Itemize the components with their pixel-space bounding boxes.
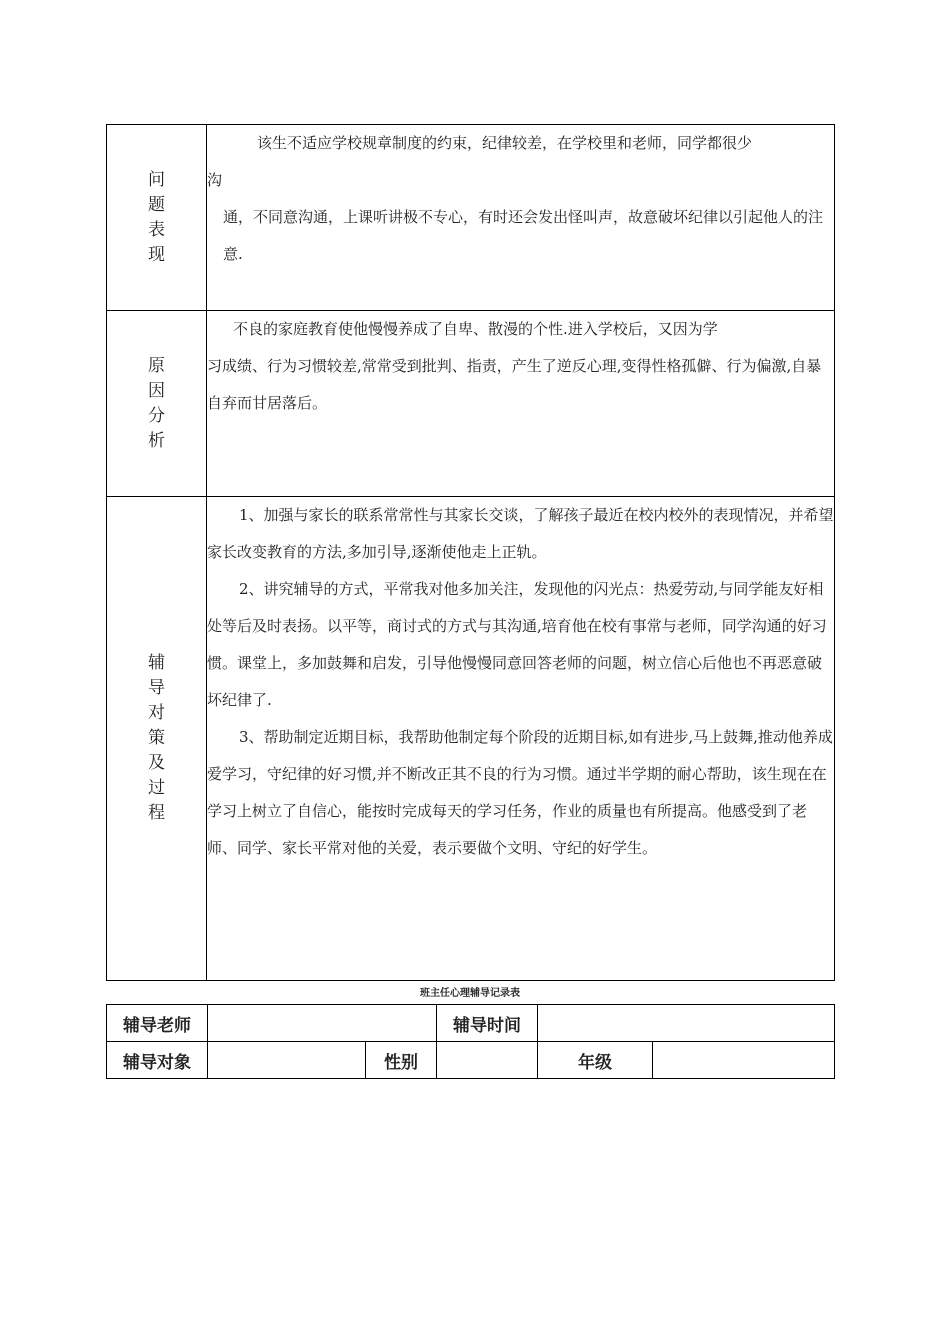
gender-label: 性别 — [366, 1042, 437, 1079]
section-label-strategy — [107, 497, 207, 981]
paragraph: 1、加强与家长的联系常常性与其家长交谈，了解孩子最近在校内校外的表现情况，并希望家长改变教育的方法,多加引导,逐渐使他走上正轨。 — [207, 506, 834, 561]
paragraph: 2、讲究辅导的方式，平常我对他多加关注，发现他的闪光点：热爱劳动,与同学能友好相处等后及时表扬。以平等，商讨式的方式与其沟通,培育他在校有事常与老师，同学沟通的好习惯。课堂上，多加鼓舞和启发，引导他慢慢同意回答老师的问题，树立信心后他也不再恶意破坏纪律了. — [207, 580, 827, 709]
gender-field[interactable] — [437, 1042, 538, 1079]
paragraph: 习成绩、行为习惯较差,常常受到批判、指责，产生了逆反心理,变得性格孤僻、行为偏激,自暴自弃而甘居落后。 — [207, 357, 822, 412]
section-problem — [107, 125, 835, 311]
section-strategy — [107, 497, 835, 981]
paragraph: 沟 — [207, 171, 223, 189]
label-char: 现 — [148, 244, 165, 265]
teacher-field[interactable] — [208, 1005, 437, 1042]
label-char: 表 — [148, 219, 165, 240]
label-char: 辅 — [148, 653, 165, 673]
time-field[interactable] — [538, 1005, 835, 1042]
section-content-cause — [207, 311, 835, 497]
form-caption: 班主任心理辅导记录表 — [420, 988, 520, 999]
label-char: 对 — [148, 703, 165, 723]
label-char: 问 — [148, 169, 165, 190]
paragraph: 3、帮助制定近期目标，我帮助他制定每个阶段的近期目标,如有进步,马上鼓舞,推动他养成爱学习，守纪律的好习惯,并不断改正其不良的行为习惯。通过半学期的耐心帮助，该生现在在学习上树立了自信心，能按时完成每天的学习任务，作业的质量也有所提高。他感受到了老师、同学、家长平常对他的关爱，表示要做个文明、守纪的好学生。 — [207, 728, 833, 857]
section-cause — [107, 311, 835, 497]
grade-field[interactable] — [653, 1042, 835, 1079]
label-char: 过 — [148, 778, 165, 798]
label-char: 策 — [148, 728, 165, 748]
label-char: 程 — [148, 803, 165, 823]
time-label: 辅导时间 — [437, 1005, 538, 1042]
subject-label: 辅导对象 — [107, 1042, 208, 1079]
label-char: 因 — [148, 380, 165, 401]
info-table — [106, 1004, 835, 1079]
paragraph: 通，不同意沟通，上课听讲极不专心，有时还会发出怪叫声，故意破坏纪律以引起他人的注意. — [223, 208, 824, 263]
info-row-2 — [107, 1042, 835, 1079]
label-char: 析 — [148, 430, 165, 451]
teacher-label: 辅导老师 — [107, 1005, 208, 1042]
paragraph: 该生不适应学校规章制度的约束，纪律较差，在学校里和老师，同学都很少 — [257, 134, 753, 152]
section-content-problem — [207, 125, 835, 311]
subject-field[interactable] — [208, 1042, 366, 1079]
label-char: 题 — [148, 194, 165, 215]
info-row-1 — [107, 1005, 835, 1042]
grade-label: 年级 — [538, 1042, 653, 1079]
section-label-problem — [107, 125, 207, 311]
label-char: 及 — [148, 753, 165, 773]
record-main-table — [106, 124, 835, 981]
label-char: 原 — [148, 355, 165, 376]
paragraph: 不良的家庭教育使他慢慢养成了自卑、散漫的个性.进入学校后，又因为学 — [233, 320, 718, 338]
section-label-cause — [107, 311, 207, 497]
label-char: 导 — [148, 678, 165, 698]
label-char: 分 — [148, 405, 165, 426]
section-content-strategy — [207, 497, 835, 981]
